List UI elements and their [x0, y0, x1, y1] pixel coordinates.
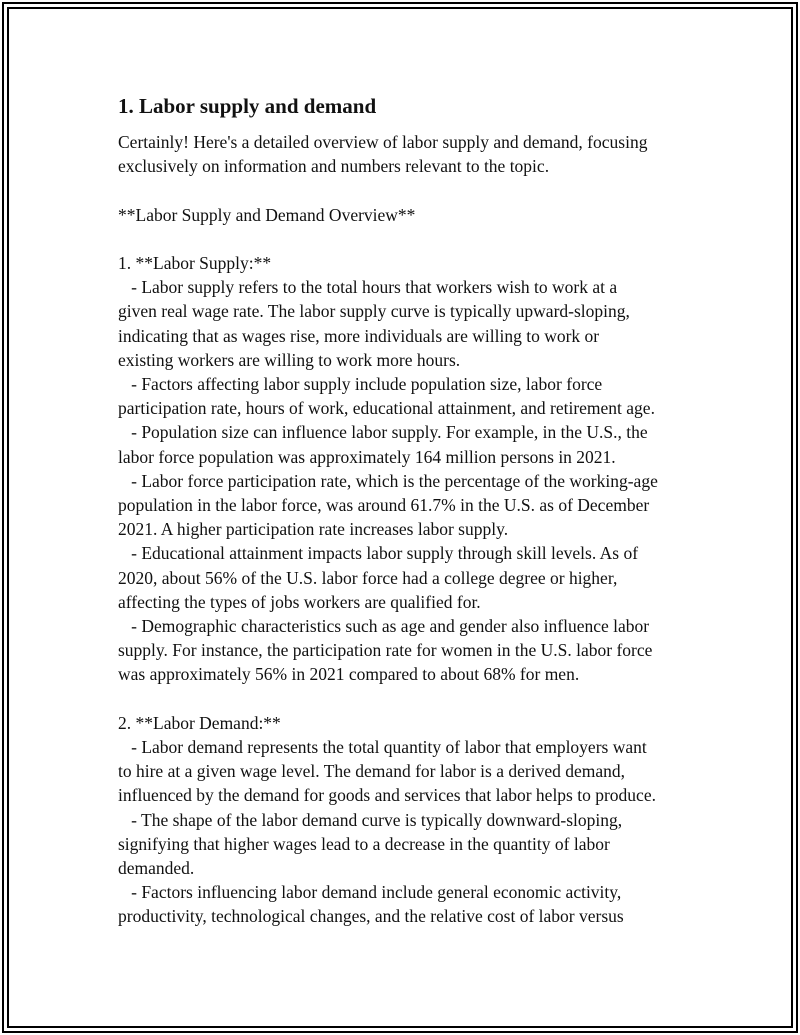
text-line: existing workers are willing to work more hours.	[118, 349, 461, 370]
text-line: affecting the types of jobs workers are qualified for.	[118, 591, 481, 612]
text-line: indicating that as wages rise, more individuals are willing to work or	[118, 325, 600, 346]
labor-supply-heading-line: 1. **Labor Supply:**	[118, 252, 272, 273]
text-line: participation rate, hours of work, educational attainment, and retirement age.	[118, 398, 655, 419]
body-text	[118, 130, 718, 929]
text-line: - Labor demand represents the total quantity of labor that employers want	[118, 737, 647, 758]
text-line: - Labor force participation rate, which is the percentage of the working-age	[118, 470, 658, 491]
text-line: signifying that higher wages lead to a decrease in the quantity of labor	[118, 833, 610, 854]
text-line: - Population size can influence labor supply. For example, in the U.S., the	[118, 422, 648, 443]
section-heading: 1. Labor supply and demand	[118, 94, 377, 118]
text-line: - Demographic characteristics such as age and gender also influence labor	[118, 616, 650, 637]
text-line: 2021. A higher participation rate increases labor supply.	[118, 519, 509, 540]
text-line: Certainly! Here's a detailed overview of labor supply and demand, focusing	[118, 132, 648, 152]
text-line: given real wage rate. The labor supply curve is typically upward-sloping,	[118, 301, 630, 322]
blank-line	[118, 687, 718, 711]
text-line: supply. For instance, the participation rate for women in the U.S. labor force	[118, 640, 653, 661]
blank-line	[118, 178, 718, 202]
blank-line	[118, 227, 718, 251]
text-line: - Factors affecting labor supply include population size, labor force	[118, 374, 603, 394]
text-line: population in the labor force, was around 61.7% in the U.S. as of December	[118, 495, 650, 516]
text-line: productivity, technological changes, and the relative cost of labor versus	[118, 906, 624, 927]
text-line: - Factors influencing labor demand include general economic activity,	[118, 882, 622, 903]
text-line: influenced by the demand for goods and services that labor helps to produce.	[118, 785, 656, 806]
labor-demand-heading-line: 2. **Labor Demand:**	[118, 712, 281, 733]
text-line: to hire at a given wage level. The demand for labor is a derived demand,	[118, 761, 625, 782]
text-line: 2020, about 56% of the U.S. labor force had a college degree or higher,	[118, 567, 618, 588]
text-line: was approximately 56% in 2021 compared to about 68% for men.	[118, 664, 580, 685]
text-line: - Educational attainment impacts labor supply through skill levels. As of	[118, 543, 639, 564]
document-content	[118, 92, 718, 929]
text-line: - The shape of the labor demand curve is typically downward-sloping,	[118, 809, 623, 830]
text-line: demanded.	[118, 858, 195, 879]
text-line: labor force population was approximately 164 million persons in 2021.	[118, 446, 616, 467]
text-line: exclusively on information and numbers relevant to the topic.	[118, 156, 550, 177]
overview-title-line: **Labor Supply and Demand Overview**	[118, 204, 416, 225]
text-line: - Labor supply refers to the total hours that workers wish to work at a	[118, 277, 618, 298]
